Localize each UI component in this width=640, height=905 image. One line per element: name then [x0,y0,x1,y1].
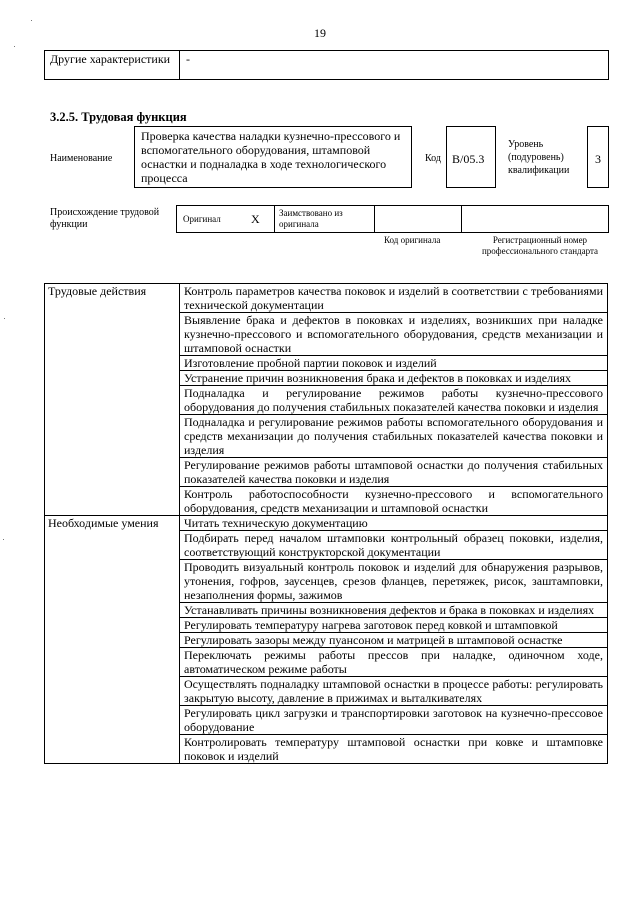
work-action-item: Устранение причин возникновения брака и дефектов в поковках и изделиях [180,371,608,386]
page-number: 19 [314,26,326,40]
scan-speck [31,20,32,21]
skill-item: Осуществлять подналадку штамповой оснастки в процессе работы: регулировать закрытую высоту, давление в прижимах и выталкивателях [180,677,608,706]
original-mark: X [251,212,260,226]
main-table [44,283,608,764]
scan-speck [4,318,5,319]
skill-item: Регулировать зазоры между пуансоном и матрицей в штамповой оснастке [180,633,608,648]
level-value: 3 [595,152,601,166]
skill-item: Проводить визуальный контроль поковок и изделий для обнаружения разрывов, утонения, гофров, заусенцев, срезов фланцев, перетяжек, рисок, заштамповки, незаполнения формы, зажимов [180,560,608,603]
level-value-box [587,126,609,188]
other-characteristics-table [44,50,609,80]
work-action-item: Регулирование режимов работы штамповой оснастки до получения стабильных показателей качества поковки и изделия [180,458,608,487]
cell-divider [274,205,275,233]
skill-item: Контролировать температуру штамповой оснастки при ковке и штамповке поковок и изделий [180,735,608,764]
skill-item: Переключать режимы работы прессов при наладке, одиночном ходе, автоматическом режиме работы [180,648,608,677]
work-action-item: Выявление брака и дефектов в поковках и изделиях, возникших при наладке кузнечно-прессового и вспомогательного оборудования, средств механизации и штамповой оснастки [180,313,608,356]
skill-row [45,516,608,531]
original-label: Оригинал [183,214,221,224]
cell-divider [179,50,180,80]
other-characteristics-value: - [186,52,190,66]
origin-label: Происхождение трудовой функции [50,207,160,230]
code-original-caption: Код оригинала [384,235,441,245]
work-action-item: Подналадка и регулирование режимов работы кузнечно-прессового оборудования до получения стабильных показателей качества поковки и изделия [180,386,608,415]
work-actions-label: Трудовые действия [45,284,180,516]
scan-speck [14,46,15,47]
skill-item: Читать техническую документацию [180,516,608,531]
origin-table [176,205,609,233]
code-value-box [446,126,496,188]
work-action-item: Подналадка и регулирование режимов работы вспомогательного оборудования и средств механизации до получения стабильных показателей качества поковки и изделия [180,415,608,458]
section-title: 3.2.5. Трудовая функция [50,110,187,124]
work-action-item: Контроль работоспособности кузнечно-прессового и вспомогательного оборудования, средств механизации и штамповой оснастки [180,487,608,516]
borrowed-label: Заимствовано из оригинала [279,208,343,229]
reg-number-caption: Регистрационный номер профессионального стандарта [481,235,599,256]
name-label: Наименование [50,153,113,164]
scan-speck [3,539,4,540]
skills-label: Необходимые умения [45,516,180,764]
code-value: B/05.3 [452,152,485,166]
work-action-row [45,284,608,313]
cell-divider [374,205,375,233]
name-value: Проверка качества наладки кузнечно-прессового и вспомогательного оборудования, штамповой оснастки и подналадка в ходе технологического процесса [141,129,401,185]
skill-item: Подбирать перед началом штамповки контрольный образец поковки, изделия, соответствующий конструкторской документации [180,531,608,560]
name-value-box [134,126,412,188]
work-action-item: Изготовление пробной партии поковок и изделий [180,356,608,371]
level-label: Уровень (подуровень) квалификации [508,139,570,176]
other-characteristics-label: Другие характеристики [50,52,171,66]
work-action-item: Контроль параметров качества поковок и изделий в соответствии с требованиями технической документации [180,284,608,313]
code-label: Код [425,153,441,164]
skill-item: Устанавливать причины возникновения дефектов и брака в поковках и изделиях [180,603,608,618]
skill-item: Регулировать температуру нагрева заготовок перед ковкой и штамповкой [180,618,608,633]
cell-divider [461,205,462,233]
skill-item: Регулировать цикл загрузки и транспортировки заготовок на кузнечно-прессовое оборудование [180,706,608,735]
